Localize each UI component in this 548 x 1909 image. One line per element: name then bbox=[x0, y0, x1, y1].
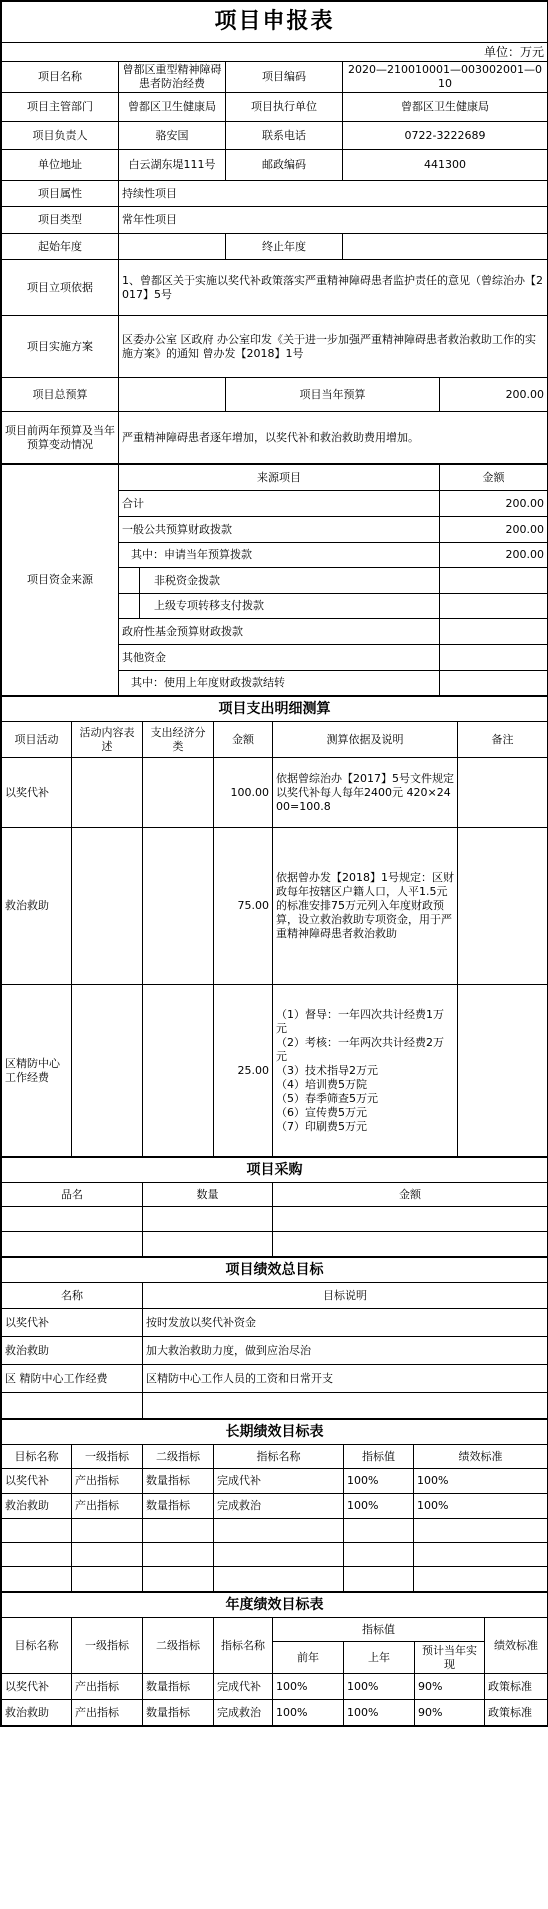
budget-change-label: 项目前两年预算及当年预算变动情况 bbox=[2, 412, 119, 464]
long-header: 二级指标 bbox=[143, 1445, 214, 1469]
perf-name: 救治救助 bbox=[2, 1337, 143, 1365]
start-year-value bbox=[119, 234, 226, 260]
funding-row-name: 非税资金拨款 bbox=[140, 568, 440, 594]
annual-header-l2: 二级指标 bbox=[143, 1618, 214, 1674]
funding-row-name: 合计 bbox=[119, 491, 440, 517]
annual-cell: 100% bbox=[273, 1674, 344, 1700]
basic-info-table bbox=[1, 1, 548, 464]
annual-cell: 政策标准 bbox=[485, 1674, 548, 1700]
funding-row-name: 政府性基金预算财政拨款 bbox=[119, 619, 440, 645]
long-section-title: 长期绩效目标表 bbox=[2, 1420, 548, 1445]
funding-row-name: 其中：使用上年度财政拨款结转 bbox=[119, 671, 440, 696]
table-row bbox=[2, 1365, 548, 1393]
annual-cell: 救治救助 bbox=[2, 1700, 72, 1726]
funding-row-amount bbox=[440, 568, 548, 594]
long-cell: 100% bbox=[414, 1494, 548, 1519]
long-header: 指标值 bbox=[344, 1445, 414, 1469]
long-header: 目标名称 bbox=[2, 1445, 72, 1469]
table-row bbox=[2, 1309, 548, 1337]
current-budget-label: 项目当年预算 bbox=[226, 378, 440, 412]
annual-header-value: 指标值 bbox=[273, 1618, 485, 1642]
table-row bbox=[2, 1469, 548, 1494]
long-cell: 数量指标 bbox=[143, 1469, 214, 1494]
expense-header: 备注 bbox=[458, 722, 548, 758]
funding-table bbox=[1, 464, 548, 696]
expense-activity: 以奖代补 bbox=[2, 758, 72, 828]
end-year-value bbox=[343, 234, 548, 260]
table-row bbox=[2, 985, 548, 1157]
expense-amount: 100.00 bbox=[214, 758, 273, 828]
expense-basis: （1）督导：一年四次共计经费1万元 （2）考核：一年两次共计经费2万元 （3）技术指导2万元 （4）培训费5万院 （5）春季筛查5万元 （6）宣传费5万元 （7）印刷费5万元 bbox=[273, 985, 458, 1157]
expense-content bbox=[72, 828, 143, 985]
long-cell: 100% bbox=[344, 1494, 414, 1519]
zip-value: 441300 bbox=[343, 150, 548, 181]
annual-cell: 100% bbox=[344, 1700, 415, 1726]
expense-content bbox=[72, 985, 143, 1157]
procure-cell bbox=[273, 1232, 548, 1257]
expense-header: 活动内容表述 bbox=[72, 722, 143, 758]
procure-header: 品名 bbox=[2, 1183, 143, 1207]
expense-table bbox=[1, 696, 548, 1157]
phone-value: 0722-3222689 bbox=[343, 122, 548, 150]
annual-cell: 产出指标 bbox=[72, 1700, 143, 1726]
perf-desc: 加大救治救助力度，做到应治尽治 bbox=[143, 1337, 548, 1365]
lead-value: 骆安国 bbox=[119, 122, 226, 150]
address-label: 单位地址 bbox=[2, 150, 119, 181]
expense-class bbox=[143, 985, 214, 1157]
dept-label: 项目主管部门 bbox=[2, 93, 119, 122]
annual-header-last: 上年 bbox=[344, 1642, 415, 1674]
expense-class bbox=[143, 758, 214, 828]
indent-cell bbox=[119, 568, 140, 594]
indent-cell bbox=[119, 594, 140, 619]
procure-cell bbox=[2, 1207, 143, 1232]
long-header: 绩效标准 bbox=[414, 1445, 548, 1469]
expense-amount: 25.00 bbox=[214, 985, 273, 1157]
long-cell: 救治救助 bbox=[2, 1494, 72, 1519]
total-budget-value bbox=[119, 378, 226, 412]
project-name-value: 曾都区重型精神障碍患者防治经费 bbox=[119, 62, 226, 93]
perf-header: 目标说明 bbox=[143, 1283, 548, 1309]
expense-activity: 区精防中心工作经费 bbox=[2, 985, 72, 1157]
type-label: 项目类型 bbox=[2, 207, 119, 234]
funding-row-name: 上级专项转移支付拨款 bbox=[140, 594, 440, 619]
expense-note bbox=[458, 985, 548, 1157]
annual-cell: 以奖代补 bbox=[2, 1674, 72, 1700]
long-header: 指标名称 bbox=[214, 1445, 344, 1469]
table-row bbox=[2, 828, 548, 985]
plan-label: 项目实施方案 bbox=[2, 316, 119, 378]
funding-head-source: 来源项目 bbox=[119, 465, 440, 491]
exec-unit-value: 曾都区卫生健康局 bbox=[343, 93, 548, 122]
funding-row-amount bbox=[440, 594, 548, 619]
long-cell: 100% bbox=[344, 1469, 414, 1494]
perf-desc: 按时发放以奖代补资金 bbox=[143, 1309, 548, 1337]
unit-label: 单位：万元 bbox=[2, 43, 548, 62]
perf-header: 名称 bbox=[2, 1283, 143, 1309]
attr-label: 项目属性 bbox=[2, 181, 119, 207]
annual-cell: 数量指标 bbox=[143, 1674, 214, 1700]
table-row bbox=[2, 1700, 548, 1726]
lead-label: 项目负责人 bbox=[2, 122, 119, 150]
total-budget-label: 项目总预算 bbox=[2, 378, 119, 412]
annual-header-prev: 前年 bbox=[273, 1642, 344, 1674]
expense-class bbox=[143, 828, 214, 985]
annual-cell: 90% bbox=[415, 1700, 485, 1726]
annual-header-expected: 预计当年实现 bbox=[415, 1642, 485, 1674]
expense-basis: 依据曾办发【2018】1号规定：区财政每年按辖区户籍人口，人平1.5元的标准安排75万元列入年度财政预算，设立救治救助专项资金，用于严重精神障碍患者救治救助 bbox=[273, 828, 458, 985]
long-cell: 以奖代补 bbox=[2, 1469, 72, 1494]
procure-cell bbox=[273, 1207, 548, 1232]
perf-section-title: 项目绩效总目标 bbox=[2, 1258, 548, 1283]
annual-cell: 100% bbox=[344, 1674, 415, 1700]
annual-cell: 产出指标 bbox=[72, 1674, 143, 1700]
annual-cell: 完成代补 bbox=[214, 1674, 273, 1700]
procure-section-title: 项目采购 bbox=[2, 1158, 548, 1183]
start-year-label: 起始年度 bbox=[2, 234, 119, 260]
type-value: 常年性项目 bbox=[119, 207, 548, 234]
long-header: 一级指标 bbox=[72, 1445, 143, 1469]
long-cell: 100% bbox=[414, 1469, 548, 1494]
phone-label: 联系电话 bbox=[226, 122, 343, 150]
annual-header-l1: 一级指标 bbox=[72, 1618, 143, 1674]
funding-row-name: 一般公共预算财政拨款 bbox=[119, 517, 440, 543]
table-row bbox=[2, 1337, 548, 1365]
expense-header: 项目活动 bbox=[2, 722, 72, 758]
expense-header: 金额 bbox=[214, 722, 273, 758]
plan-value: 区委办公室 区政府 办公室印发《关于进一步加强严重精神障碍患者救治救助工作的实施方案》的通知 曾办发【2018】1号 bbox=[119, 316, 548, 378]
end-year-label: 终止年度 bbox=[226, 234, 343, 260]
long-cell: 数量指标 bbox=[143, 1494, 214, 1519]
expense-header: 测算依据及说明 bbox=[273, 722, 458, 758]
perf-cell bbox=[143, 1393, 548, 1419]
annual-table bbox=[1, 1592, 548, 1726]
expense-note bbox=[458, 828, 548, 985]
perf-name: 以奖代补 bbox=[2, 1309, 143, 1337]
funding-row-amount: 200.00 bbox=[440, 543, 548, 568]
long-cell: 完成代补 bbox=[214, 1469, 344, 1494]
annual-cell: 数量指标 bbox=[143, 1700, 214, 1726]
perf-cell bbox=[2, 1393, 143, 1419]
expense-basis: 依据曾综治办【2017】5号文件规定以奖代补每人每年2400元 420×2400=100.8 bbox=[273, 758, 458, 828]
basis-label: 项目立项依据 bbox=[2, 260, 119, 316]
long-cell: 完成救治 bbox=[214, 1494, 344, 1519]
annual-header-name: 目标名称 bbox=[2, 1618, 72, 1674]
table-row bbox=[2, 758, 548, 828]
long-cell: 产出指标 bbox=[72, 1494, 143, 1519]
perf-desc: 区精防中心工作人员的工资和日常开支 bbox=[143, 1365, 548, 1393]
expense-amount: 75.00 bbox=[214, 828, 273, 985]
funding-row-name: 其中：申请当年预算拨款 bbox=[119, 543, 440, 568]
annual-section-title: 年度绩效目标表 bbox=[2, 1593, 548, 1618]
attr-value: 持续性项目 bbox=[119, 181, 548, 207]
table-row bbox=[2, 1494, 548, 1519]
project-name-label: 项目名称 bbox=[2, 62, 119, 93]
expense-section-title: 项目支出明细测算 bbox=[2, 697, 548, 722]
project-code-label: 项目编码 bbox=[226, 62, 343, 93]
annual-header-indicator: 指标名称 bbox=[214, 1618, 273, 1674]
annual-cell: 100% bbox=[273, 1700, 344, 1726]
dept-value: 曾都区卫生健康局 bbox=[119, 93, 226, 122]
annual-header-standard: 绩效标准 bbox=[485, 1618, 548, 1674]
annual-cell: 政策标准 bbox=[485, 1700, 548, 1726]
procure-cell bbox=[143, 1232, 273, 1257]
annual-cell: 90% bbox=[415, 1674, 485, 1700]
funding-row-name: 其他资金 bbox=[119, 645, 440, 671]
funding-row-amount bbox=[440, 671, 548, 696]
procure-header: 金额 bbox=[273, 1183, 548, 1207]
performance-target-table bbox=[1, 1257, 548, 1419]
funding-row-amount bbox=[440, 619, 548, 645]
procure-cell bbox=[2, 1232, 143, 1257]
perf-name: 区 精防中心工作经费 bbox=[2, 1365, 143, 1393]
procure-header: 数量 bbox=[143, 1183, 273, 1207]
basis-value: 1、曾都区关于实施以奖代补政策落实严重精神障碍患者监护责任的意见（曾综治办【2017】5号 bbox=[119, 260, 548, 316]
procure-cell bbox=[143, 1207, 273, 1232]
address-value: 白云湖东堤111号 bbox=[119, 150, 226, 181]
funding-head-amount: 金额 bbox=[440, 465, 548, 491]
expense-note bbox=[458, 758, 548, 828]
table-row bbox=[2, 1674, 548, 1700]
funding-row-amount: 200.00 bbox=[440, 491, 548, 517]
annual-cell: 完成救治 bbox=[214, 1700, 273, 1726]
form-title: 项目申报表 bbox=[2, 2, 548, 43]
long-term-table bbox=[1, 1419, 548, 1592]
exec-unit-label: 项目执行单位 bbox=[226, 93, 343, 122]
expense-content bbox=[72, 758, 143, 828]
expense-header: 支出经济分类 bbox=[143, 722, 214, 758]
long-cell: 产出指标 bbox=[72, 1469, 143, 1494]
procurement-table bbox=[1, 1157, 548, 1257]
funding-row-amount bbox=[440, 645, 548, 671]
funding-row-amount: 200.00 bbox=[440, 517, 548, 543]
budget-change-value: 严重精神障碍患者逐年增加，以奖代补和救治救助费用增加。 bbox=[119, 412, 548, 464]
funding-label: 项目资金来源 bbox=[2, 465, 119, 696]
zip-label: 邮政编码 bbox=[226, 150, 343, 181]
expense-activity: 救治救助 bbox=[2, 828, 72, 985]
project-code-value: 2020—210010001—003002001—010 bbox=[343, 62, 548, 93]
current-budget-value: 200.00 bbox=[440, 378, 548, 412]
